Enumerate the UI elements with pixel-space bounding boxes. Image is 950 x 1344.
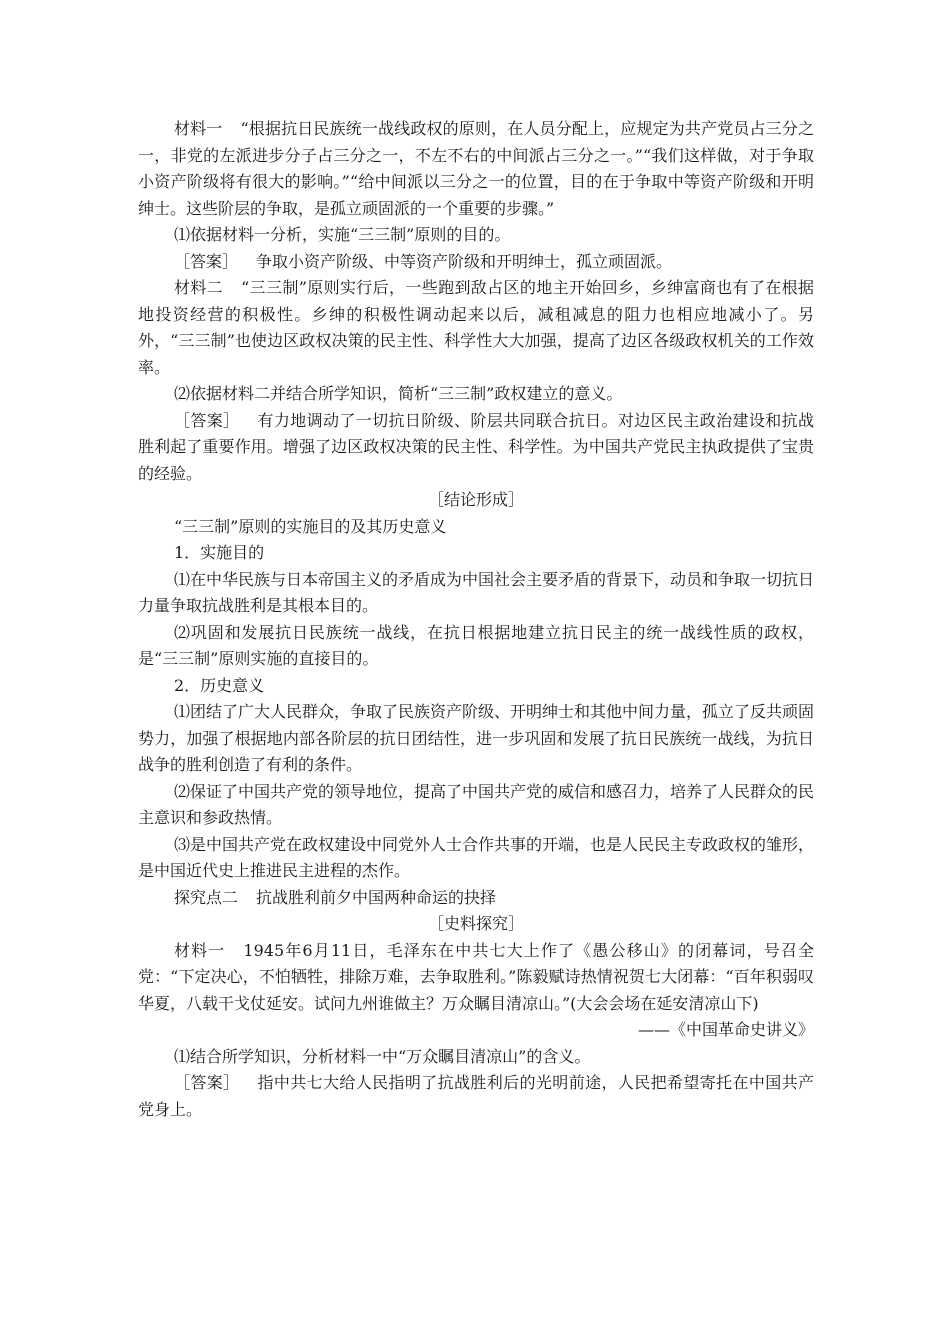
paragraph-text: 有力地调动了一切抗日阶级、阶层共同联合抗日。对边区民主政治建设和抗战胜利起了重要作用。增强了边区政权决策的民主性、科学性。为中国共产党民主执政提供了宝贵的经验。 bbox=[138, 410, 814, 483]
body-paragraph: ⑵保证了中国共产党的领导地位，提高了中国共产党的威信和感召力，培养了人民群众的民主意识和参政热情。 bbox=[138, 781, 815, 827]
subheading: 1．实施目的 bbox=[174, 543, 265, 562]
subheading: 2．历史意义 bbox=[174, 675, 265, 695]
body-paragraph: ⑶是中国共产党在政权建设中同党外人士合作共事的开端，也是人民民主专政政权的雏形，是中国近代史上推进民主进程的杰作。 bbox=[138, 834, 815, 880]
material-paragraph bbox=[138, 275, 814, 381]
paragraph-text: ⑴依据材料一分析，实施“三三制”原则的目的。 bbox=[174, 225, 511, 244]
paragraph-text: ⑴结合所学知识，分析材料一中“万众瞩目清凉山”的含义。 bbox=[174, 1046, 591, 1066]
body-paragraph: ⑴在中华民族与日本帝国主义的矛盾成为中国社会主要矛盾的背景下，动员和争取一切抗日力量争取抗战胜利是其根本目的。 bbox=[138, 569, 815, 615]
paragraph-label: 材料一 bbox=[174, 940, 226, 960]
answer-label: ［答案］ bbox=[174, 1073, 240, 1092]
material-paragraph bbox=[138, 938, 814, 1018]
question-paragraph bbox=[138, 1044, 814, 1071]
paragraph-text: ⑵依据材料二并结合所学知识，简析“三三制”政权建立的意义。 bbox=[174, 384, 623, 403]
answer-label: ［答案］ bbox=[174, 410, 240, 430]
exploration-heading bbox=[138, 885, 814, 912]
question-paragraph bbox=[138, 381, 814, 408]
paragraph-text: “三三制”原则实行后，一些跑到敌占区的地主开始回乡，乡绅富商也有了在根据地投资经营的积极性。乡绅的积极性调动起来以后，减租减息的阻力也相应地减小了。另外，“三三制”也使边区政权决策的民主性、科学性大大加强，提高了边区各级政权机关的工作效率。 bbox=[138, 278, 814, 377]
paragraph-text: 争取小资产阶级、中等资产阶级和开明绅士，孤立顽固派。 bbox=[256, 251, 673, 271]
paragraph-text: “根据抗日民族统一战线政权的原则，在人员分配上，应规定为共产党员占三分之一，非党的左派进步分子占三分之一，不左不右的中间派占三分之一。”“我们这样做，对于争取小资产阶级将有很大的影响。”“给中间派以三分之一的位置，目的在于争取中等资产阶级和开明绅士。这些阶层的争取，是孤立顽固派的一个重要的步骤。” bbox=[138, 119, 814, 218]
section-heading: ［结论形成］ bbox=[427, 490, 524, 509]
paragraph-label: 材料一 bbox=[174, 119, 223, 138]
exploration-label: 探究点二 bbox=[174, 887, 239, 907]
paragraph-text: 指中共七大给人民指明了抗战胜利后的光明前途，人民把希望寄托在中国共产党身上。 bbox=[138, 1073, 814, 1119]
body-paragraph: ⑴团结了广大人民群众，争取了民族资产阶级、开明绅士和其他中间力量，孤立了反共顽固势力，加强了根据地内部各阶层的抗日团结性，进一步巩固和发展了抗日民族统一战线，为抗日战争的胜利创造了有利的条件。 bbox=[138, 702, 815, 774]
section-heading: ［史料探究］ bbox=[427, 914, 524, 933]
body-paragraph: ⑵巩固和发展抗日民族统一战线，在抗日根据地建立抗日民主的统一战线性质的政权，是“三三制”原则实施的直接目的。 bbox=[138, 622, 814, 668]
topic-title: “三三制”原则的实施目的及其历史意义 bbox=[174, 516, 447, 536]
answer-paragraph bbox=[138, 249, 814, 276]
document-body bbox=[138, 116, 814, 1123]
paragraph-text: 1945年6月11日，毛泽东在中共七大上作了《愚公移山》的闭幕词，号召全党：“下定决心，不怕牺牲，排除万难，去争取胜利。”陈毅赋诗热情祝贺七大闭幕：“百年积弱叹华夏，八载干戈仗延安。试问九州谁做主？万众瞩目清凉山。”(大会会场在延安清凉山下) bbox=[138, 940, 814, 1013]
source-citation: ——《中国革命史讲义》 bbox=[637, 1020, 814, 1039]
answer-label: ［答案］ bbox=[174, 251, 239, 271]
question-paragraph bbox=[138, 222, 814, 249]
answer-paragraph bbox=[138, 408, 814, 488]
answer-paragraph bbox=[138, 1070, 814, 1123]
paragraph-text: 抗战胜利前夕中国两种命运的抉择 bbox=[256, 887, 497, 907]
material-paragraph bbox=[138, 116, 814, 222]
paragraph-label: 材料二 bbox=[174, 278, 224, 297]
